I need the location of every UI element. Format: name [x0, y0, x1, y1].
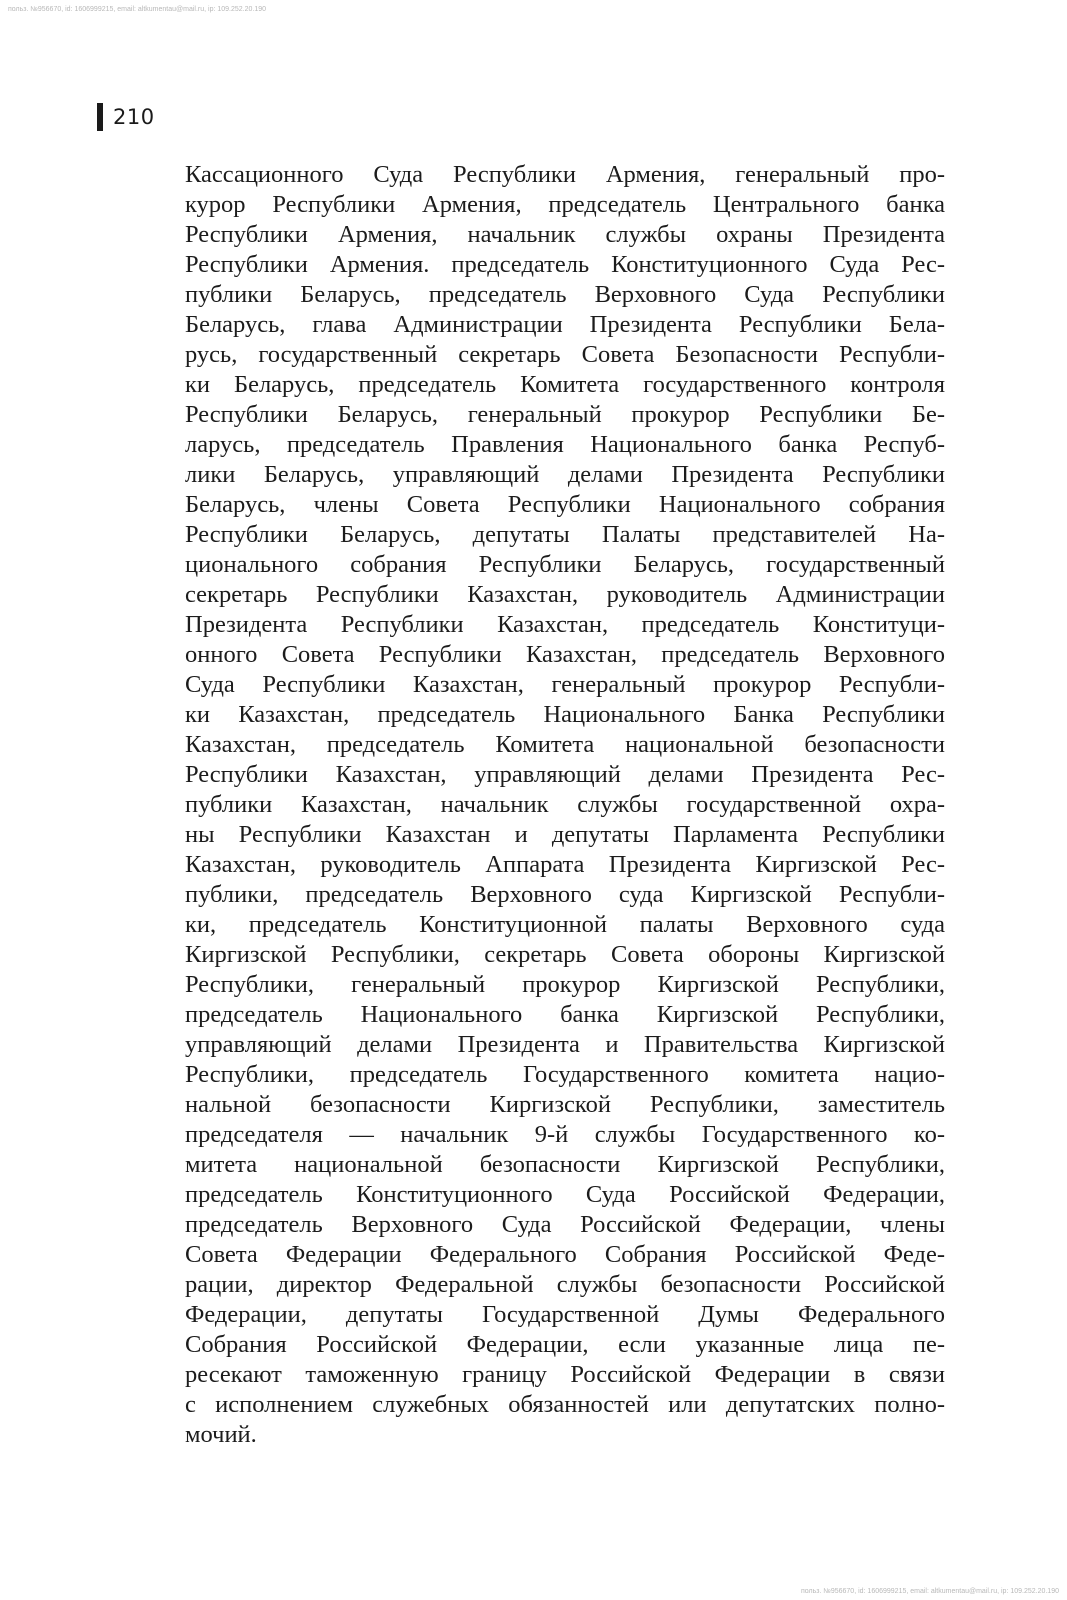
page-marker-bar [97, 103, 103, 131]
body-line: публики Казахстан, начальник службы государственной охра- [185, 791, 945, 818]
body-line: Республики Беларусь, генеральный прокурор Республики Бе- [185, 401, 945, 428]
body-line: Киргизской Республики, секретарь Совета обороны Киргизской [185, 941, 945, 968]
body-line: рации, директор Федеральной службы безопасности Российской [185, 1271, 945, 1298]
body-line: курор Республики Армения, председатель Центрального банка [185, 191, 945, 218]
body-line: нальной безопасности Киргизской Республики, заместитель [185, 1091, 945, 1118]
body-line: Беларусь, глава Администрации Президента Республики Бела- [185, 311, 945, 338]
watermark-top: польз. №956670, id: 1606999215, email: altkumentau@mail.ru, ip: 109.252.20.190 [8, 6, 267, 13]
body-line: Казахстан, председатель Комитета национальной безопасности [185, 731, 945, 758]
body-line: Республики Армения, начальник службы охраны Президента [185, 221, 945, 248]
body-line: Кассационного Суда Республики Армения, генеральный про- [185, 161, 945, 188]
body-line: русь, государственный секретарь Совета Безопасности Республи- [185, 341, 945, 368]
body-line: публики Беларусь, председатель Верховного Суда Республики [185, 281, 945, 308]
body-line: ки, председатель Конституционной палаты Верховного суда [185, 911, 945, 938]
body-line: Республики, генеральный прокурор Киргизской Республики, [185, 971, 945, 998]
body-line: Казахстан, руководитель Аппарата Президента Киргизской Рес- [185, 851, 945, 878]
body-line: митета национальной безопасности Киргизской Республики, [185, 1151, 945, 1178]
body-line: председатель Верховного Суда Российской Федерации, члены [185, 1211, 945, 1238]
page-number: 210 [113, 105, 155, 129]
body-line: Республики Беларусь, депутаты Палаты представителей На- [185, 521, 945, 548]
body-line: управляющий делами Президента и Правительства Киргизской [185, 1031, 945, 1058]
body-line: председателя — начальник 9-й службы Государственного ко- [185, 1121, 945, 1148]
body-line: Республики, председатель Государственного комитета нацио- [185, 1061, 945, 1088]
body-line: ны Республики Казахстан и депутаты Парламента Республики [185, 821, 945, 848]
body-line: публики, председатель Верховного суда Киргизской Республи- [185, 881, 945, 908]
body-line: ки Беларусь, председатель Комитета государственного контроля [185, 371, 945, 398]
body-line: ки Казахстан, председатель Национального Банка Республики [185, 701, 945, 728]
body-line: Беларусь, члены Совета Республики Национального собрания [185, 491, 945, 518]
watermark-bottom: польз. №956670, id: 1606999215, email: altkumentau@mail.ru, ip: 109.252.20.190 [800, 1588, 1059, 1595]
body-line: мочий. [185, 1421, 257, 1448]
body-line: ресекают таможенную границу Российской Федерации в связи [185, 1361, 945, 1388]
body-line: Президента Республики Казахстан, председатель Конституци- [185, 611, 945, 638]
body-line: онного Совета Республики Казахстан, председатель Верховного [185, 641, 945, 668]
body-line: председатель Национального банка Киргизской Республики, [185, 1001, 945, 1028]
body-line: лики Беларусь, управляющий делами Президента Республики [185, 461, 945, 488]
body-line: ционального собрания Республики Беларусь, государственный [185, 551, 945, 578]
body-line: Совета Федерации Федерального Собрания Российской Феде- [185, 1241, 945, 1268]
body-line: Федерации, депутаты Государственной Думы Федерального [185, 1301, 945, 1328]
body-line: Суда Республики Казахстан, генеральный прокурор Республи- [185, 671, 945, 698]
body-line: Собрания Российской Федерации, если указанные лица пе- [185, 1331, 945, 1358]
body-line: Республики Армения. председатель Конституционного Суда Рес- [185, 251, 945, 278]
body-line: Республики Казахстан, управляющий делами Президента Рес- [185, 761, 945, 788]
body-line: ларусь, председатель Правления Национального банка Респуб- [185, 431, 945, 458]
body-text [185, 160, 945, 1450]
body-line: секретарь Республики Казахстан, руководитель Администрации [185, 581, 945, 608]
body-line: председатель Конституционного Суда Российской Федерации, [185, 1181, 945, 1208]
body-line: с исполнением служебных обязанностей или депутатских полно- [185, 1391, 945, 1418]
